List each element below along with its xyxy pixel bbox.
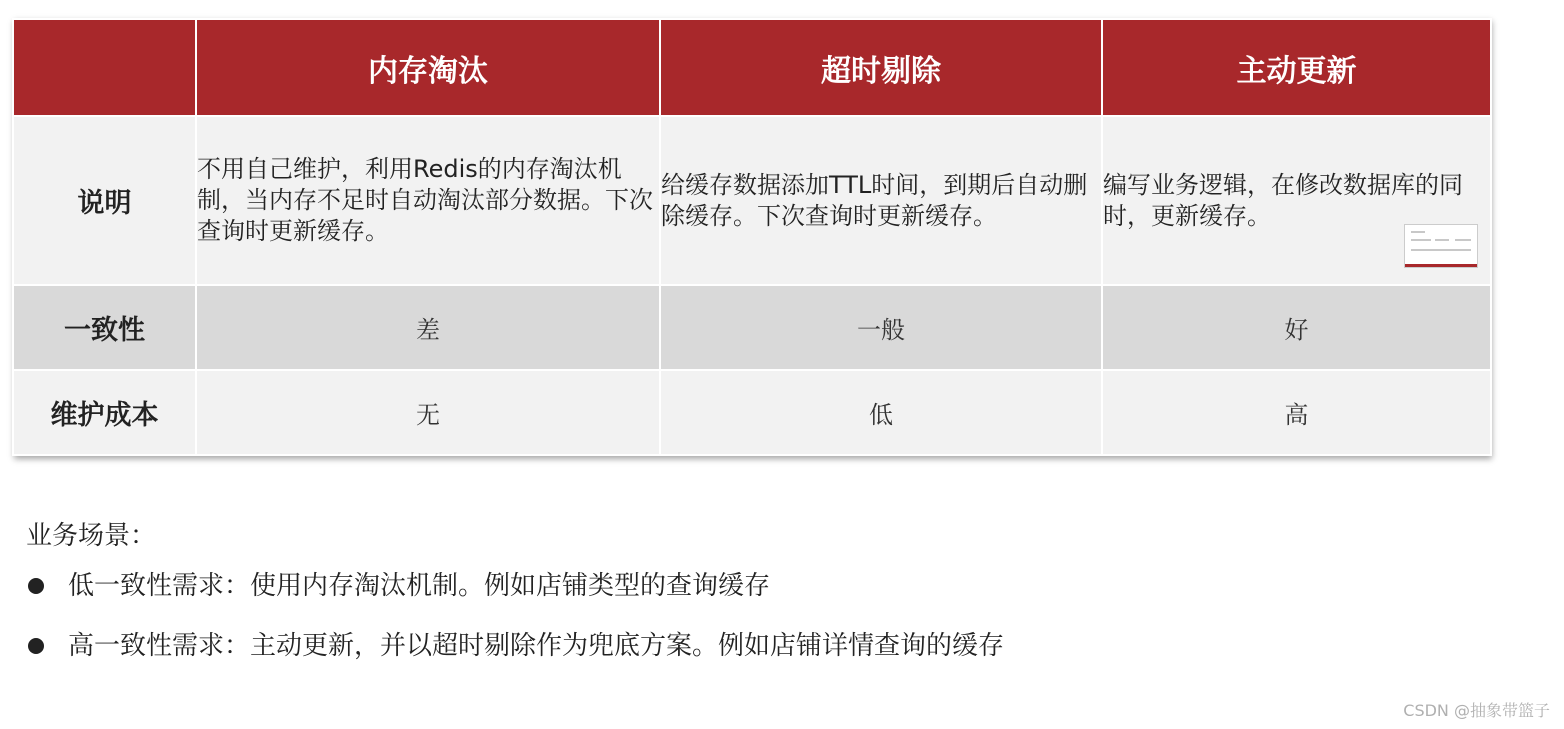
thumbnail-line (1411, 239, 1431, 241)
row-label-maintenance-cost: 维护成本 (13, 370, 196, 455)
thumbnail-line (1455, 239, 1471, 241)
row-label-consistency: 一致性 (13, 285, 196, 369)
cache-strategy-comparison-table (12, 18, 1492, 456)
business-scenario-title: 业务场景： (26, 521, 157, 551)
cell-description-active-update (1102, 116, 1491, 285)
thumbnail-accent-bar (1405, 264, 1477, 267)
cell-cost-active-update: 高 (1102, 370, 1491, 455)
slide-thumbnail-image (1404, 224, 1478, 268)
cell-cost-memory-eviction: 无 (196, 370, 660, 455)
header-corner-cell (13, 19, 196, 116)
bullet-dot-icon (28, 578, 44, 594)
business-scenario-list (26, 570, 1004, 690)
header-memory-eviction: 内存淘汰 (196, 19, 660, 116)
table-row-description (13, 116, 1491, 285)
header-active-update: 主动更新 (1102, 19, 1491, 116)
watermark: CSDN @抽象带篮子 (1403, 701, 1550, 720)
list-item (26, 570, 1004, 602)
row-label-description: 说明 (13, 116, 196, 285)
list-item (26, 630, 1004, 662)
thumbnail-line (1411, 249, 1471, 251)
table-row-consistency (13, 285, 1491, 369)
comparison-table-container (12, 18, 1490, 456)
thumbnail-line (1435, 239, 1449, 241)
cell-cost-timeout-removal: 低 (660, 370, 1102, 455)
cell-description-active-update-text: 编写业务逻辑，在修改数据库的同时，更新缓存。 (1103, 170, 1463, 230)
cell-description-memory-eviction: 不用自己维护，利用Redis的内存淘汰机制，当内存不足时自动淘汰部分数据。下次查询时更新缓存。 (196, 116, 660, 285)
bullet-dot-icon (28, 638, 44, 654)
header-timeout-removal: 超时剔除 (660, 19, 1102, 116)
list-item-text: 高一致性需求：主动更新，并以超时剔除作为兜底方案。例如店铺详情查询的缓存 (68, 631, 1005, 661)
cell-consistency-active-update: 好 (1102, 285, 1491, 369)
cell-description-timeout-removal: 给缓存数据添加TTL时间，到期后自动删除缓存。下次查询时更新缓存。 (660, 116, 1102, 285)
cell-consistency-timeout-removal: 一般 (660, 285, 1102, 369)
table-header-row (13, 19, 1491, 116)
table-row-maintenance-cost (13, 370, 1491, 455)
cell-consistency-memory-eviction: 差 (196, 285, 660, 369)
thumbnail-line (1411, 231, 1425, 233)
list-item-text: 低一致性需求：使用内存淘汰机制。例如店铺类型的查询缓存 (68, 571, 771, 601)
